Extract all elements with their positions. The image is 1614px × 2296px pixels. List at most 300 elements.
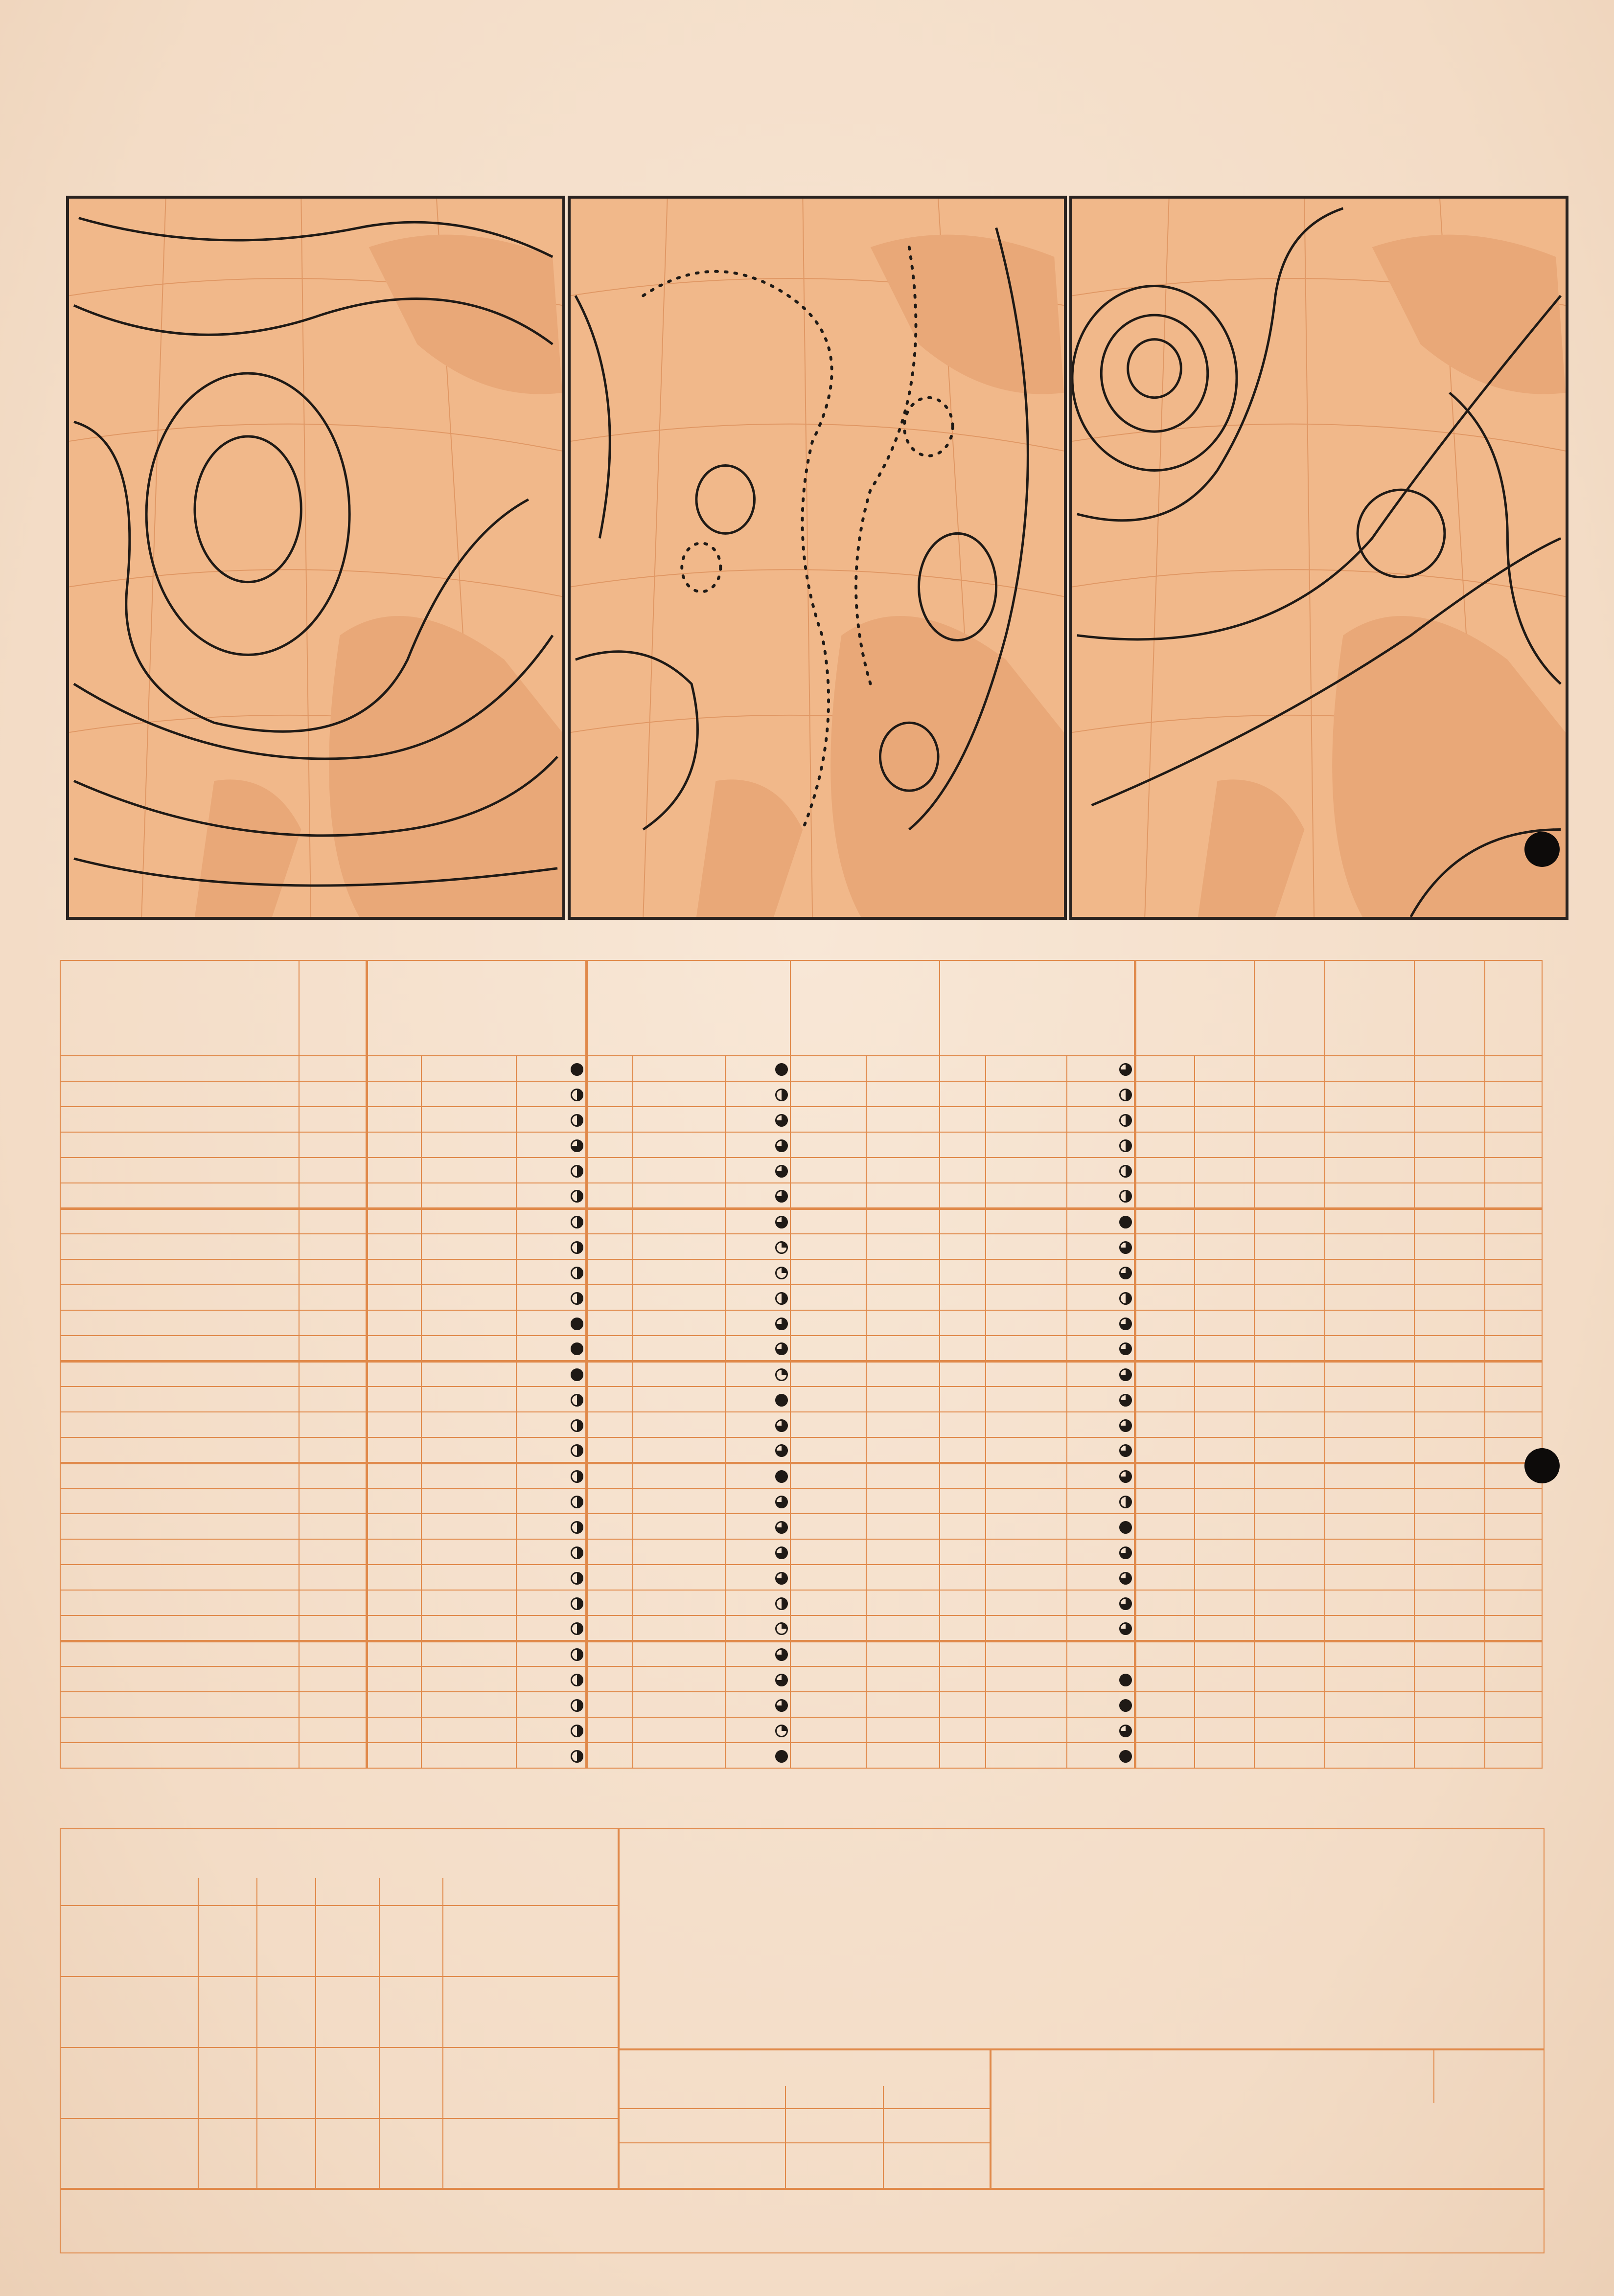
cell-w13 xyxy=(986,1717,1067,1743)
station-row xyxy=(60,1666,1542,1692)
station-row xyxy=(60,1208,1542,1234)
cell-st xyxy=(587,1081,633,1107)
cell-w13 xyxy=(986,1387,1067,1412)
cell-hx xyxy=(1135,1285,1195,1310)
punch-hole xyxy=(1524,832,1560,867)
cell-ft xyxy=(367,1081,421,1107)
cloud-cover-icon xyxy=(571,1622,583,1635)
cell-w13 xyxy=(986,1336,1067,1361)
cell-weather xyxy=(725,1743,790,1768)
station-row xyxy=(60,1285,1542,1310)
sun-moon-panel xyxy=(990,2048,1545,2190)
cell-ft xyxy=(367,1387,421,1412)
cell-h xyxy=(299,1641,367,1666)
cell-sc xyxy=(1485,1336,1542,1361)
cell-so xyxy=(1325,1158,1414,1183)
cloud-cover-icon xyxy=(571,1572,583,1585)
cloud-cover-icon xyxy=(571,1521,583,1534)
cell-n xyxy=(60,1234,299,1259)
cell-t13 xyxy=(940,1158,986,1183)
station-row xyxy=(60,1437,1542,1463)
cell-bd xyxy=(1254,1259,1325,1285)
cell-mn xyxy=(1195,1259,1254,1285)
cell-weather xyxy=(1067,1437,1135,1463)
cell-bd xyxy=(1254,1208,1325,1234)
map-forecast xyxy=(1069,196,1568,920)
cloud-cover-icon xyxy=(571,1139,583,1152)
punch-hole xyxy=(1524,1448,1560,1483)
cell-h xyxy=(299,1615,367,1641)
cell-n xyxy=(60,1081,299,1107)
cell-fw xyxy=(421,1056,516,1081)
cell-hx xyxy=(1135,1336,1195,1361)
cell-st xyxy=(587,1310,633,1336)
cloud-cover-icon xyxy=(775,1725,788,1737)
cloud-cover-icon xyxy=(571,1546,583,1559)
cell-sw xyxy=(633,1234,725,1259)
observations-body xyxy=(60,1056,1542,1768)
cell-w13 xyxy=(986,1539,1067,1565)
cell-mn xyxy=(1195,1234,1254,1259)
cell-weather xyxy=(516,1183,587,1208)
cell-t13 xyxy=(940,1565,986,1590)
cell-hx xyxy=(1135,1743,1195,1768)
cell-weather xyxy=(1067,1488,1135,1514)
cell-fw xyxy=(421,1743,516,1768)
cell-fw xyxy=(421,1692,516,1717)
cloud-cover-icon xyxy=(775,1089,788,1101)
cell-ni xyxy=(1414,1310,1485,1336)
cell-weather xyxy=(1067,1590,1135,1615)
cell-st xyxy=(587,1158,633,1183)
cell-so xyxy=(1325,1666,1414,1692)
cell-h xyxy=(299,1488,367,1514)
cell-n xyxy=(60,1285,299,1310)
cell-weather xyxy=(516,1514,587,1539)
cell-weather xyxy=(1067,1336,1135,1361)
col-maxmin xyxy=(1135,960,1254,1056)
cell-mm xyxy=(866,1361,940,1387)
map-upper-air-svg xyxy=(69,199,562,917)
cell-weather xyxy=(516,1361,587,1387)
cell-weather xyxy=(1067,1158,1135,1183)
cell-hx xyxy=(1135,1412,1195,1437)
cell-mb xyxy=(790,1717,866,1743)
cell-weather xyxy=(516,1463,587,1488)
cloud-cover-icon xyxy=(1119,1139,1132,1152)
cell-t13 xyxy=(940,1132,986,1158)
cell-h xyxy=(299,1590,367,1615)
cell-weather xyxy=(725,1285,790,1310)
cell-weather xyxy=(725,1514,790,1539)
cell-t13 xyxy=(940,1437,986,1463)
cell-weather xyxy=(725,1310,790,1336)
map-pressure-change-svg xyxy=(571,199,1064,917)
cloud-cover-icon xyxy=(1119,1368,1132,1381)
cell-ni xyxy=(1414,1336,1485,1361)
cloud-cover-icon xyxy=(1119,1470,1132,1483)
cell-so xyxy=(1325,1361,1414,1387)
cell-w13 xyxy=(986,1183,1067,1208)
cell-bd xyxy=(1254,1615,1325,1641)
cell-weather xyxy=(516,1666,587,1692)
cell-weather xyxy=(516,1488,587,1514)
cell-ft xyxy=(367,1234,421,1259)
cell-hx xyxy=(1135,1234,1195,1259)
cell-hx xyxy=(1135,1132,1195,1158)
cell-bd xyxy=(1254,1081,1325,1107)
cell-n xyxy=(60,1488,299,1514)
cell-n xyxy=(60,1208,299,1234)
cloud-cover-icon xyxy=(1119,1725,1132,1737)
station-row xyxy=(60,1234,1542,1259)
cell-h xyxy=(299,1107,367,1132)
cell-n xyxy=(60,1743,299,1768)
cell-t13 xyxy=(940,1743,986,1768)
cell-ft xyxy=(367,1183,421,1208)
cell-bd xyxy=(1254,1107,1325,1132)
station-row xyxy=(60,1412,1542,1437)
cell-sc xyxy=(1485,1361,1542,1387)
cell-st xyxy=(587,1056,633,1081)
cloud-cover-icon xyxy=(775,1342,788,1355)
cell-h xyxy=(299,1132,367,1158)
cell-h xyxy=(299,1412,367,1437)
cell-mm xyxy=(866,1641,940,1666)
cloud-cover-icon xyxy=(1119,1241,1132,1254)
cloud-cover-icon xyxy=(1119,1190,1132,1203)
cell-ft xyxy=(367,1590,421,1615)
cell-h xyxy=(299,1259,367,1285)
cloud-cover-icon xyxy=(571,1699,583,1712)
cloud-cover-icon xyxy=(775,1546,788,1559)
col-saturday-13 xyxy=(940,960,1135,1056)
cell-n xyxy=(60,1387,299,1412)
cell-w13 xyxy=(986,1488,1067,1514)
cell-ni xyxy=(1414,1615,1485,1641)
cell-w13 xyxy=(986,1285,1067,1310)
cloud-cover-icon xyxy=(1119,1674,1132,1686)
cell-weather xyxy=(1067,1615,1135,1641)
atmosphere-panel xyxy=(618,1828,1545,2050)
cell-n xyxy=(60,1336,299,1361)
station-row xyxy=(60,1615,1542,1641)
cell-mm xyxy=(866,1514,940,1539)
cell-st xyxy=(587,1615,633,1641)
cell-n xyxy=(60,1158,299,1183)
cell-weather xyxy=(516,1132,587,1158)
cell-fw xyxy=(421,1666,516,1692)
cell-t13 xyxy=(940,1259,986,1285)
cloud-cover-icon xyxy=(1119,1216,1132,1228)
cell-st xyxy=(587,1412,633,1437)
cell-w13 xyxy=(986,1259,1067,1285)
cell-t13 xyxy=(940,1081,986,1107)
cloud-cover-icon xyxy=(1119,1572,1132,1585)
cell-sw xyxy=(633,1514,725,1539)
map-forecast-svg xyxy=(1072,199,1566,917)
cloud-cover-icon xyxy=(1119,1318,1132,1330)
cell-mn xyxy=(1195,1743,1254,1768)
cell-mm xyxy=(866,1539,940,1565)
cloud-cover-icon xyxy=(775,1267,788,1279)
cell-hx xyxy=(1135,1666,1195,1692)
cell-weather xyxy=(725,1539,790,1565)
cloud-cover-icon xyxy=(775,1622,788,1635)
cell-so xyxy=(1325,1310,1414,1336)
cell-weather xyxy=(1067,1132,1135,1158)
cell-h xyxy=(299,1514,367,1539)
cell-st xyxy=(587,1514,633,1539)
cell-mn xyxy=(1195,1666,1254,1692)
cell-mm xyxy=(866,1692,940,1717)
cell-mn xyxy=(1195,1361,1254,1387)
cell-weather xyxy=(516,1437,587,1463)
cell-hx xyxy=(1135,1081,1195,1107)
cell-mm xyxy=(866,1437,940,1463)
cell-w13 xyxy=(986,1310,1067,1336)
cell-so xyxy=(1325,1081,1414,1107)
cell-mn xyxy=(1195,1208,1254,1234)
cell-w13 xyxy=(986,1056,1067,1081)
cell-so xyxy=(1325,1107,1414,1132)
cell-sc xyxy=(1485,1259,1542,1285)
remarks-panel xyxy=(60,2188,1545,2253)
cloud-cover-icon xyxy=(1119,1292,1132,1305)
cell-mb xyxy=(790,1056,866,1081)
col-precip xyxy=(1414,960,1485,1056)
cell-fw xyxy=(421,1132,516,1158)
map-pressure-change xyxy=(568,196,1067,920)
cell-weather xyxy=(725,1387,790,1412)
cell-weather xyxy=(1067,1463,1135,1488)
cloud-cover-icon xyxy=(571,1394,583,1407)
cloud-cover-icon xyxy=(775,1750,788,1763)
cloud-cover-icon xyxy=(1119,1546,1132,1559)
cell-mn xyxy=(1195,1412,1254,1437)
cell-hx xyxy=(1135,1056,1195,1081)
cell-ni xyxy=(1414,1437,1485,1463)
cell-hx xyxy=(1135,1259,1195,1285)
station-row xyxy=(60,1743,1542,1768)
cell-hx xyxy=(1135,1387,1195,1412)
cell-st xyxy=(587,1539,633,1565)
cell-bd xyxy=(1254,1514,1325,1539)
cell-h xyxy=(299,1387,367,1412)
cell-weather xyxy=(1067,1743,1135,1768)
cell-weather xyxy=(725,1234,790,1259)
cell-bd xyxy=(1254,1361,1325,1387)
cell-mm xyxy=(866,1565,940,1590)
cell-ft xyxy=(367,1437,421,1463)
cell-hx xyxy=(1135,1514,1195,1539)
cloud-cover-icon xyxy=(571,1190,583,1203)
cell-fw xyxy=(421,1717,516,1743)
cloud-cover-icon xyxy=(1119,1496,1132,1508)
cell-h xyxy=(299,1081,367,1107)
cell-sw xyxy=(633,1437,725,1463)
cell-hx xyxy=(1135,1158,1195,1183)
cell-sw xyxy=(633,1412,725,1437)
cell-mb xyxy=(790,1107,866,1132)
cell-w13 xyxy=(986,1158,1067,1183)
cell-sw xyxy=(633,1336,725,1361)
cell-so xyxy=(1325,1259,1414,1285)
cell-sc xyxy=(1485,1132,1542,1158)
cell-mb xyxy=(790,1158,866,1183)
cell-hx xyxy=(1135,1641,1195,1666)
station-row xyxy=(60,1463,1542,1488)
cell-weather xyxy=(1067,1208,1135,1234)
cell-weather xyxy=(725,1641,790,1666)
cell-mb xyxy=(790,1539,866,1565)
cloud-cover-icon xyxy=(571,1114,583,1127)
cloud-cover-icon xyxy=(775,1318,788,1330)
cell-w13 xyxy=(986,1081,1067,1107)
cell-sw xyxy=(633,1158,725,1183)
cloud-cover-icon xyxy=(775,1521,788,1534)
cell-mb xyxy=(790,1336,866,1361)
cell-bd xyxy=(1254,1692,1325,1717)
cell-sw xyxy=(633,1565,725,1590)
cell-sc xyxy=(1485,1717,1542,1743)
cell-h xyxy=(299,1361,367,1387)
cell-ni xyxy=(1414,1488,1485,1514)
cell-weather xyxy=(1067,1081,1135,1107)
col-ground xyxy=(1254,960,1325,1056)
cloud-cover-icon xyxy=(571,1750,583,1763)
cell-sc xyxy=(1485,1488,1542,1514)
cell-mn xyxy=(1195,1336,1254,1361)
cell-fw xyxy=(421,1336,516,1361)
cloud-cover-icon xyxy=(571,1496,583,1508)
cell-ni xyxy=(1414,1361,1485,1387)
cell-sw xyxy=(633,1310,725,1336)
cell-t13 xyxy=(940,1615,986,1641)
cell-mn xyxy=(1195,1183,1254,1208)
cell-n xyxy=(60,1107,299,1132)
cloud-cover-icon xyxy=(571,1597,583,1610)
cloud-cover-icon xyxy=(775,1394,788,1407)
cell-w13 xyxy=(986,1590,1067,1615)
cell-sc xyxy=(1485,1107,1542,1132)
cell-sc xyxy=(1485,1208,1542,1234)
cell-mb xyxy=(790,1285,866,1310)
cell-fw xyxy=(421,1208,516,1234)
cell-fw xyxy=(421,1641,516,1666)
cell-t13 xyxy=(940,1183,986,1208)
cloud-cover-icon xyxy=(775,1648,788,1661)
cell-weather xyxy=(725,1158,790,1183)
cell-mn xyxy=(1195,1463,1254,1488)
cell-h xyxy=(299,1234,367,1259)
cell-h xyxy=(299,1743,367,1768)
cell-bd xyxy=(1254,1387,1325,1412)
cell-hx xyxy=(1135,1539,1195,1565)
cell-st xyxy=(587,1437,633,1463)
cell-sc xyxy=(1485,1183,1542,1208)
cell-bd xyxy=(1254,1590,1325,1615)
cell-weather xyxy=(725,1132,790,1158)
cell-weather xyxy=(516,1056,587,1081)
cell-weather xyxy=(725,1692,790,1717)
cell-mn xyxy=(1195,1158,1254,1183)
cell-ft xyxy=(367,1463,421,1488)
cell-h xyxy=(299,1310,367,1336)
cell-weather xyxy=(1067,1310,1135,1336)
cell-weather xyxy=(1067,1183,1135,1208)
cell-fw xyxy=(421,1285,516,1310)
cell-mn xyxy=(1195,1285,1254,1310)
cloud-cover-icon xyxy=(1119,1521,1132,1534)
cell-mb xyxy=(790,1361,866,1387)
cell-mb xyxy=(790,1641,866,1666)
cell-w13 xyxy=(986,1437,1067,1463)
station-row xyxy=(60,1514,1542,1539)
station-row xyxy=(60,1717,1542,1743)
cell-st xyxy=(587,1743,633,1768)
cell-h xyxy=(299,1183,367,1208)
station-row xyxy=(60,1692,1542,1717)
cell-bd xyxy=(1254,1183,1325,1208)
cell-weather xyxy=(725,1336,790,1361)
cell-t13 xyxy=(940,1488,986,1514)
station-row xyxy=(60,1539,1542,1565)
cell-t13 xyxy=(940,1285,986,1310)
cell-fw xyxy=(421,1234,516,1259)
cell-weather xyxy=(516,1310,587,1336)
observations-table xyxy=(60,960,1543,1769)
cell-mm xyxy=(866,1488,940,1514)
cell-so xyxy=(1325,1437,1414,1463)
cell-sw xyxy=(633,1056,725,1081)
cloud-cover-icon xyxy=(1119,1063,1132,1076)
station-row xyxy=(60,1056,1542,1081)
station-row xyxy=(60,1158,1542,1183)
cell-sw xyxy=(633,1259,725,1285)
cloud-cover-icon xyxy=(571,1267,583,1279)
cell-mn xyxy=(1195,1056,1254,1081)
cell-weather xyxy=(1067,1234,1135,1259)
cell-st xyxy=(587,1463,633,1488)
cloud-cover-icon xyxy=(775,1496,788,1508)
cell-sw xyxy=(633,1132,725,1158)
cell-mm xyxy=(866,1336,940,1361)
cell-w13 xyxy=(986,1565,1067,1590)
col-saturday-7 xyxy=(587,960,790,1056)
cell-ni xyxy=(1414,1285,1485,1310)
cell-hx xyxy=(1135,1361,1195,1387)
cell-w13 xyxy=(986,1514,1067,1539)
cell-fw xyxy=(421,1437,516,1463)
cell-sw xyxy=(633,1361,725,1387)
cell-mm xyxy=(866,1132,940,1158)
cell-n xyxy=(60,1666,299,1692)
cell-mm xyxy=(866,1259,940,1285)
cell-mm xyxy=(866,1081,940,1107)
cell-t13 xyxy=(940,1412,986,1437)
cell-mb xyxy=(790,1514,866,1539)
col-height xyxy=(299,960,367,1056)
station-row xyxy=(60,1488,1542,1514)
cell-weather xyxy=(516,1692,587,1717)
cell-bd xyxy=(1254,1488,1325,1514)
cell-weather xyxy=(516,1590,587,1615)
cell-sw xyxy=(633,1488,725,1514)
map1-dateline xyxy=(122,157,529,179)
cell-mb xyxy=(790,1412,866,1437)
cell-fw xyxy=(421,1081,516,1107)
